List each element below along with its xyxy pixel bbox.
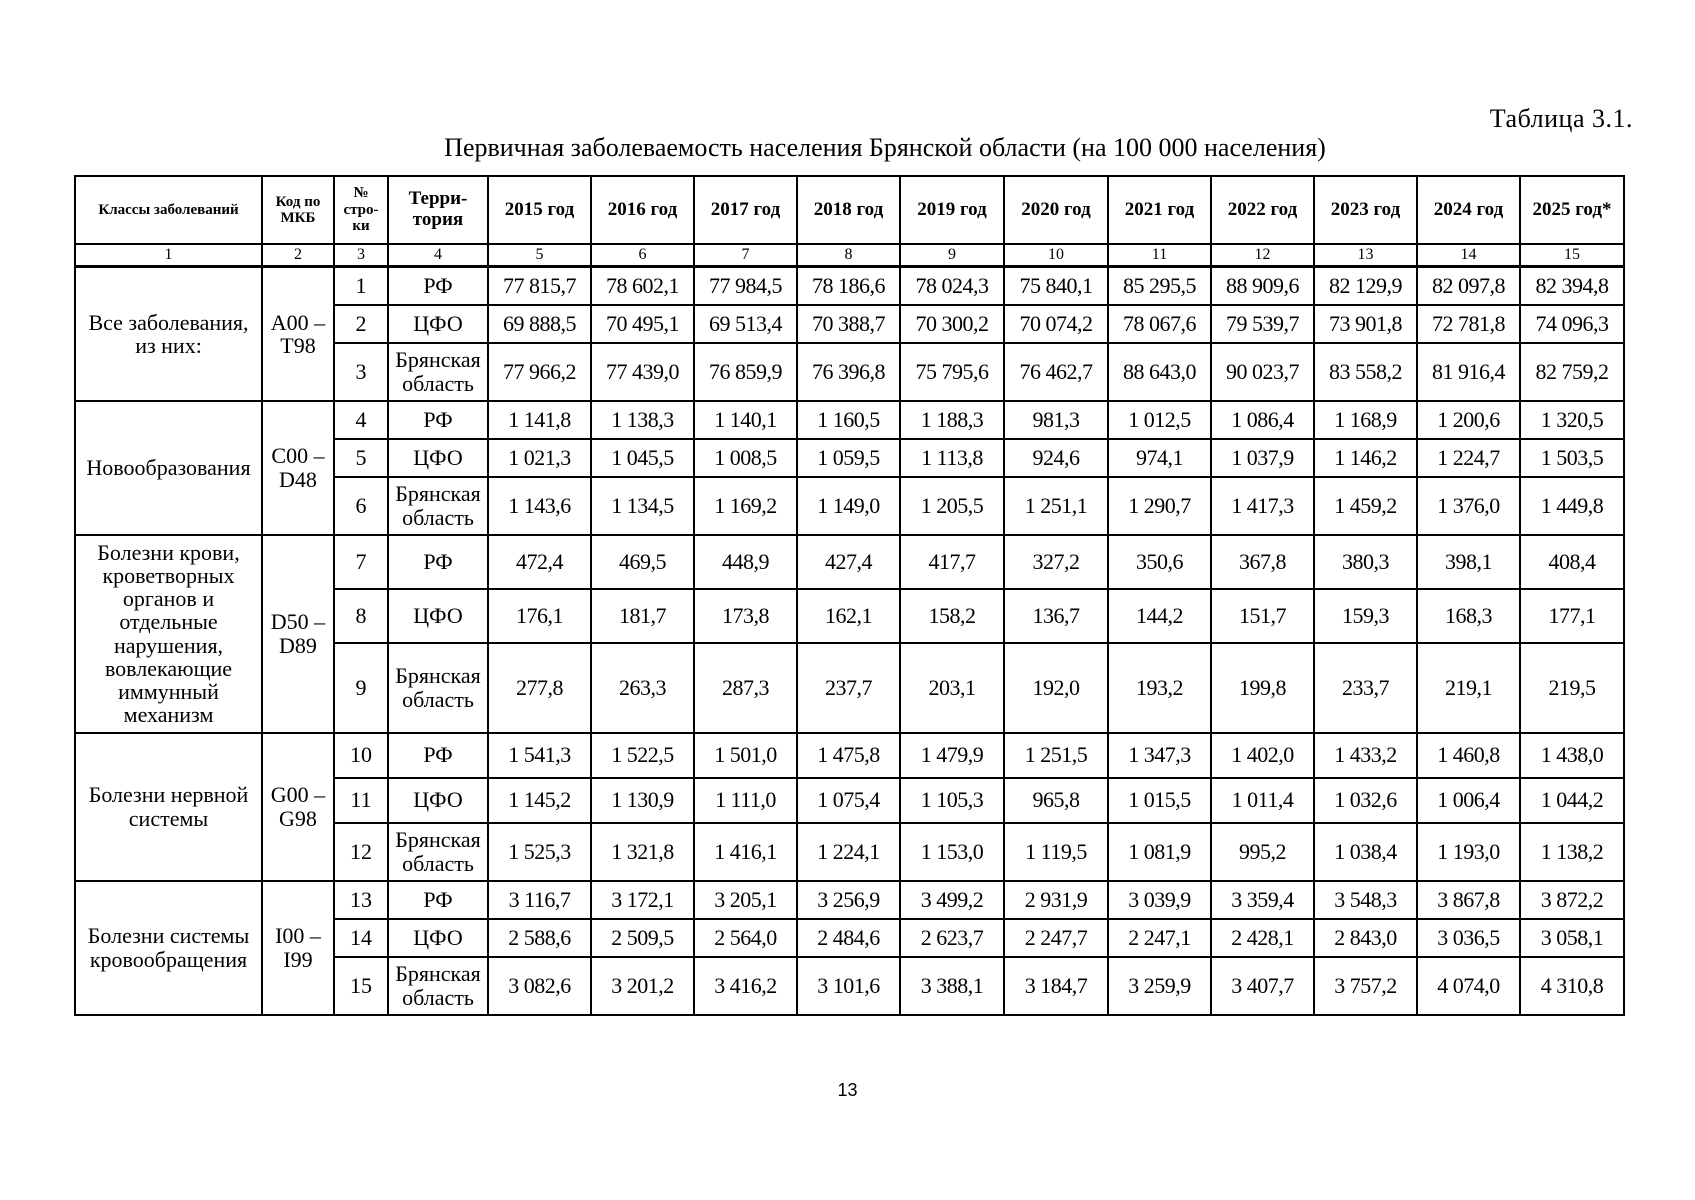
row-number-cell: 14	[334, 919, 388, 957]
value-cell: 151,7	[1211, 589, 1314, 643]
row-number-cell: 1	[334, 267, 388, 305]
value-cell: 1 038,4	[1314, 823, 1417, 881]
territory-cell: ЦФО	[388, 919, 488, 957]
value-cell: 3 201,2	[591, 957, 694, 1015]
value-cell: 1 059,5	[797, 439, 900, 477]
row-number-cell: 10	[334, 733, 388, 778]
value-cell: 1 402,0	[1211, 733, 1314, 778]
value-cell: 85 295,5	[1108, 267, 1211, 305]
territory-cell: Брянская область	[388, 477, 488, 535]
value-cell: 70 074,2	[1004, 305, 1108, 343]
value-cell: 73 901,8	[1314, 305, 1417, 343]
value-cell: 1 032,6	[1314, 778, 1417, 823]
column-number: 7	[694, 244, 797, 267]
header-cell: 2019 год	[900, 176, 1004, 244]
value-cell: 3 499,2	[900, 881, 1004, 919]
value-cell: 192,0	[1004, 643, 1108, 733]
value-cell: 1 522,5	[591, 733, 694, 778]
value-cell: 1 376,0	[1417, 477, 1520, 535]
header-cell: Терри-тория	[388, 176, 488, 244]
value-cell: 1 224,1	[797, 823, 900, 881]
row-number-cell: 13	[334, 881, 388, 919]
value-cell: 2 623,7	[900, 919, 1004, 957]
morbidity-table	[74, 175, 1625, 1016]
table-row	[75, 267, 1624, 305]
header-cell: Код по МКБ	[262, 176, 334, 244]
column-number: 14	[1417, 244, 1520, 267]
value-cell: 77 815,7	[488, 267, 591, 305]
territory-cell: ЦФО	[388, 778, 488, 823]
value-cell: 193,2	[1108, 643, 1211, 733]
row-number-cell: 12	[334, 823, 388, 881]
row-number-cell: 15	[334, 957, 388, 1015]
territory-cell: Брянская область	[388, 643, 488, 733]
value-cell: 1 416,1	[694, 823, 797, 881]
value-cell: 77 984,5	[694, 267, 797, 305]
value-cell: 74 096,3	[1520, 305, 1624, 343]
icd-code-cell: С00 – D48	[262, 401, 334, 535]
value-cell: 327,2	[1004, 535, 1108, 589]
value-cell: 3 359,4	[1211, 881, 1314, 919]
value-cell: 219,5	[1520, 643, 1624, 733]
value-cell: 1 541,3	[488, 733, 591, 778]
value-cell: 3 205,1	[694, 881, 797, 919]
header-cell: 2017 год	[694, 176, 797, 244]
value-cell: 1 012,5	[1108, 401, 1211, 439]
value-cell: 82 759,2	[1520, 343, 1624, 401]
value-cell: 162,1	[797, 589, 900, 643]
value-cell: 77 966,2	[488, 343, 591, 401]
value-cell: 1 140,1	[694, 401, 797, 439]
value-cell: 3 416,2	[694, 957, 797, 1015]
disease-class-cell: Все заболевания, из них:	[75, 267, 262, 401]
disease-class-cell: Болезни системы кровообращения	[75, 881, 262, 1015]
row-number-cell: 6	[334, 477, 388, 535]
value-cell: 263,3	[591, 643, 694, 733]
value-cell: 233,7	[1314, 643, 1417, 733]
column-number: 11	[1108, 244, 1211, 267]
value-cell: 76 396,8	[797, 343, 900, 401]
value-cell: 1 105,3	[900, 778, 1004, 823]
value-cell: 3 036,5	[1417, 919, 1520, 957]
value-cell: 88 909,6	[1211, 267, 1314, 305]
disease-class-cell: Болезни нервной системы	[75, 733, 262, 881]
column-number: 15	[1520, 244, 1624, 267]
value-cell: 1 320,5	[1520, 401, 1624, 439]
value-cell: 70 300,2	[900, 305, 1004, 343]
value-cell: 1 160,5	[797, 401, 900, 439]
icd-code-cell: I00 – I99	[262, 881, 334, 1015]
header-cell: 2018 год	[797, 176, 900, 244]
value-cell: 3 172,1	[591, 881, 694, 919]
column-number: 1	[75, 244, 262, 267]
territory-cell: РФ	[388, 535, 488, 589]
value-cell: 1 459,2	[1314, 477, 1417, 535]
value-cell: 144,2	[1108, 589, 1211, 643]
table-row	[75, 881, 1624, 919]
value-cell: 3 058,1	[1520, 919, 1624, 957]
value-cell: 1 449,8	[1520, 477, 1624, 535]
header-cell: 2015 год	[488, 176, 591, 244]
value-cell: 3 757,2	[1314, 957, 1417, 1015]
value-cell: 69 888,5	[488, 305, 591, 343]
value-cell: 924,6	[1004, 439, 1108, 477]
territory-cell: РФ	[388, 881, 488, 919]
value-cell: 203,1	[900, 643, 1004, 733]
value-cell: 1 417,3	[1211, 477, 1314, 535]
value-cell: 2 484,6	[797, 919, 900, 957]
table-label: Таблица 3.1.	[1489, 104, 1633, 133]
value-cell: 78 602,1	[591, 267, 694, 305]
value-cell: 1 224,7	[1417, 439, 1520, 477]
value-cell: 1 045,5	[591, 439, 694, 477]
value-cell: 3 039,9	[1108, 881, 1211, 919]
value-cell: 219,1	[1417, 643, 1520, 733]
row-number-cell: 2	[334, 305, 388, 343]
value-cell: 199,8	[1211, 643, 1314, 733]
value-cell: 1 138,2	[1520, 823, 1624, 881]
value-cell: 177,1	[1520, 589, 1624, 643]
column-number: 2	[262, 244, 334, 267]
row-number-cell: 7	[334, 535, 388, 589]
territory-cell: ЦФО	[388, 305, 488, 343]
value-cell: 1 200,6	[1417, 401, 1520, 439]
value-cell: 70 495,1	[591, 305, 694, 343]
value-cell: 77 439,0	[591, 343, 694, 401]
header-cell: 2025 год*	[1520, 176, 1624, 244]
value-cell: 82 394,8	[1520, 267, 1624, 305]
value-cell: 3 867,8	[1417, 881, 1520, 919]
value-cell: 75 795,6	[900, 343, 1004, 401]
value-cell: 2 931,9	[1004, 881, 1108, 919]
header-cell: № стро-ки	[334, 176, 388, 244]
value-cell: 2 564,0	[694, 919, 797, 957]
territory-cell: Брянская область	[388, 957, 488, 1015]
value-cell: 1 460,8	[1417, 733, 1520, 778]
territory-cell: РФ	[388, 401, 488, 439]
value-cell: 176,1	[488, 589, 591, 643]
value-cell: 75 840,1	[1004, 267, 1108, 305]
table-row	[75, 401, 1624, 439]
value-cell: 1 145,2	[488, 778, 591, 823]
value-cell: 1 321,8	[591, 823, 694, 881]
column-number: 5	[488, 244, 591, 267]
value-cell: 1 479,9	[900, 733, 1004, 778]
value-cell: 237,7	[797, 643, 900, 733]
value-cell: 1 188,3	[900, 401, 1004, 439]
value-cell: 72 781,8	[1417, 305, 1520, 343]
value-cell: 1 134,5	[591, 477, 694, 535]
value-cell: 1 168,9	[1314, 401, 1417, 439]
value-cell: 76 462,7	[1004, 343, 1108, 401]
row-number-cell: 5	[334, 439, 388, 477]
value-cell: 427,4	[797, 535, 900, 589]
value-cell: 1 347,3	[1108, 733, 1211, 778]
header-cell: 2021 год	[1108, 176, 1211, 244]
disease-class-cell: Новообразования	[75, 401, 262, 535]
value-cell: 2 428,1	[1211, 919, 1314, 957]
value-cell: 981,3	[1004, 401, 1108, 439]
value-cell: 3 259,9	[1108, 957, 1211, 1015]
value-cell: 469,5	[591, 535, 694, 589]
value-cell: 158,2	[900, 589, 1004, 643]
value-cell: 83 558,2	[1314, 343, 1417, 401]
value-cell: 1 130,9	[591, 778, 694, 823]
territory-cell: ЦФО	[388, 589, 488, 643]
column-number-row	[75, 244, 1624, 267]
table-row	[75, 733, 1624, 778]
value-cell: 350,6	[1108, 535, 1211, 589]
value-cell: 136,7	[1004, 589, 1108, 643]
value-cell: 90 023,7	[1211, 343, 1314, 401]
column-number: 8	[797, 244, 900, 267]
value-cell: 88 643,0	[1108, 343, 1211, 401]
value-cell: 1 169,2	[694, 477, 797, 535]
value-cell: 1 086,4	[1211, 401, 1314, 439]
value-cell: 2 247,7	[1004, 919, 1108, 957]
row-number-cell: 8	[334, 589, 388, 643]
value-cell: 3 082,6	[488, 957, 591, 1015]
territory-cell: Брянская область	[388, 823, 488, 881]
column-number: 6	[591, 244, 694, 267]
value-cell: 1 143,6	[488, 477, 591, 535]
value-cell: 173,8	[694, 589, 797, 643]
value-cell: 3 388,1	[900, 957, 1004, 1015]
header-cell: Классы заболеваний	[75, 176, 262, 244]
value-cell: 181,7	[591, 589, 694, 643]
value-cell: 1 081,9	[1108, 823, 1211, 881]
column-number: 4	[388, 244, 488, 267]
value-cell: 398,1	[1417, 535, 1520, 589]
row-number-cell: 9	[334, 643, 388, 733]
value-cell: 965,8	[1004, 778, 1108, 823]
header-cell: 2022 год	[1211, 176, 1314, 244]
value-cell: 4 074,0	[1417, 957, 1520, 1015]
value-cell: 417,7	[900, 535, 1004, 589]
page-number: 13	[837, 1080, 858, 1100]
value-cell: 79 539,7	[1211, 305, 1314, 343]
disease-class-cell: Болезни крови, кроветворных органов и отдельные нарушения, вовлекающие иммунный механизм	[75, 535, 262, 733]
value-cell: 1 146,2	[1314, 439, 1417, 477]
value-cell: 3 872,2	[1520, 881, 1624, 919]
value-cell: 3 184,7	[1004, 957, 1108, 1015]
header-cell: 2024 год	[1417, 176, 1520, 244]
row-number-cell: 3	[334, 343, 388, 401]
column-number: 9	[900, 244, 1004, 267]
header-cell: 2016 год	[591, 176, 694, 244]
value-cell: 70 388,7	[797, 305, 900, 343]
territory-cell: ЦФО	[388, 439, 488, 477]
table-title: Первичная заболеваемость населения Брянской области (на 100 000 населения)	[444, 133, 1326, 162]
value-cell: 168,3	[1417, 589, 1520, 643]
value-cell: 277,8	[488, 643, 591, 733]
value-cell: 1 113,8	[900, 439, 1004, 477]
column-number: 13	[1314, 244, 1417, 267]
value-cell: 1 475,8	[797, 733, 900, 778]
value-cell: 1 021,3	[488, 439, 591, 477]
value-cell: 1 438,0	[1520, 733, 1624, 778]
territory-cell: Брянская область	[388, 343, 488, 401]
value-cell: 1 205,5	[900, 477, 1004, 535]
value-cell: 2 843,0	[1314, 919, 1417, 957]
header-cell: 2020 год	[1004, 176, 1108, 244]
value-cell: 380,3	[1314, 535, 1417, 589]
value-cell: 1 153,0	[900, 823, 1004, 881]
value-cell: 472,4	[488, 535, 591, 589]
territory-cell: РФ	[388, 267, 488, 305]
value-cell: 81 916,4	[1417, 343, 1520, 401]
column-number: 3	[334, 244, 388, 267]
value-cell: 1 111,0	[694, 778, 797, 823]
value-cell: 408,4	[1520, 535, 1624, 589]
value-cell: 1 011,4	[1211, 778, 1314, 823]
value-cell: 367,8	[1211, 535, 1314, 589]
value-cell: 287,3	[694, 643, 797, 733]
value-cell: 3 256,9	[797, 881, 900, 919]
header-cell: 2023 год	[1314, 176, 1417, 244]
column-number: 10	[1004, 244, 1108, 267]
value-cell: 1 149,0	[797, 477, 900, 535]
value-cell: 974,1	[1108, 439, 1211, 477]
value-cell: 3 101,6	[797, 957, 900, 1015]
value-cell: 3 407,7	[1211, 957, 1314, 1015]
territory-cell: РФ	[388, 733, 488, 778]
value-cell: 1 015,5	[1108, 778, 1211, 823]
value-cell: 78 186,6	[797, 267, 900, 305]
value-cell: 1 044,2	[1520, 778, 1624, 823]
value-cell: 1 501,0	[694, 733, 797, 778]
table-row	[75, 535, 1624, 589]
value-cell: 78 024,3	[900, 267, 1004, 305]
value-cell: 76 859,9	[694, 343, 797, 401]
value-cell: 1 037,9	[1211, 439, 1314, 477]
value-cell: 2 247,1	[1108, 919, 1211, 957]
value-cell: 1 075,4	[797, 778, 900, 823]
value-cell: 159,3	[1314, 589, 1417, 643]
value-cell: 1 525,3	[488, 823, 591, 881]
value-cell: 82 129,9	[1314, 267, 1417, 305]
value-cell: 1 008,5	[694, 439, 797, 477]
value-cell: 78 067,6	[1108, 305, 1211, 343]
value-cell: 1 006,4	[1417, 778, 1520, 823]
value-cell: 1 138,3	[591, 401, 694, 439]
value-cell: 69 513,4	[694, 305, 797, 343]
value-cell: 1 290,7	[1108, 477, 1211, 535]
icd-code-cell: D50 – D89	[262, 535, 334, 733]
value-cell: 82 097,8	[1417, 267, 1520, 305]
row-number-cell: 4	[334, 401, 388, 439]
column-number: 12	[1211, 244, 1314, 267]
value-cell: 1 119,5	[1004, 823, 1108, 881]
value-cell: 1 503,5	[1520, 439, 1624, 477]
value-cell: 1 193,0	[1417, 823, 1520, 881]
value-cell: 1 251,1	[1004, 477, 1108, 535]
icd-code-cell: А00 – Т98	[262, 267, 334, 401]
value-cell: 1 251,5	[1004, 733, 1108, 778]
value-cell: 1 433,2	[1314, 733, 1417, 778]
header-row	[75, 176, 1624, 244]
value-cell: 2 588,6	[488, 919, 591, 957]
value-cell: 4 310,8	[1520, 957, 1624, 1015]
value-cell: 3 548,3	[1314, 881, 1417, 919]
value-cell: 995,2	[1211, 823, 1314, 881]
value-cell: 1 141,8	[488, 401, 591, 439]
icd-code-cell: G00 – G98	[262, 733, 334, 881]
row-number-cell: 11	[334, 778, 388, 823]
value-cell: 3 116,7	[488, 881, 591, 919]
value-cell: 2 509,5	[591, 919, 694, 957]
value-cell: 448,9	[694, 535, 797, 589]
